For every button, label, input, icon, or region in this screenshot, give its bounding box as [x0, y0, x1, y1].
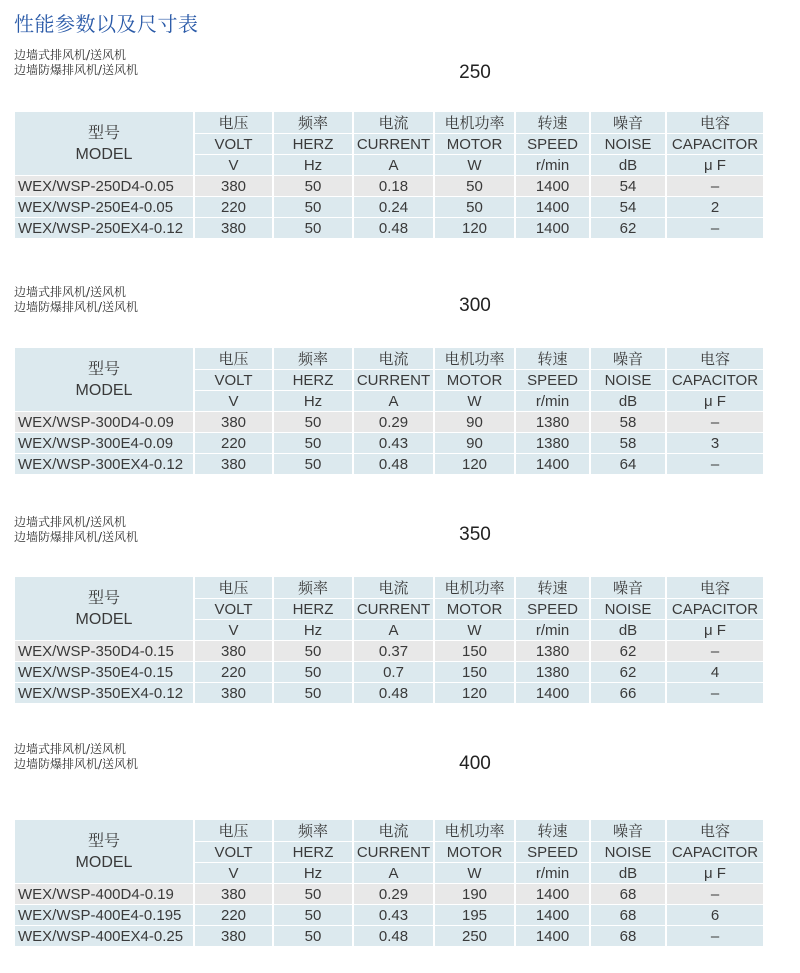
header-row-cn — [15, 112, 763, 133]
header-speed-en: SPEED — [516, 842, 589, 862]
section-desc-line1: 边墙式排风机/送风机 — [14, 515, 127, 529]
table-row — [15, 662, 763, 682]
noise-cell: 68 — [591, 905, 665, 925]
motor-cell: 50 — [435, 197, 514, 217]
header-speed-en: SPEED — [516, 599, 589, 619]
capacitor-cell: 3 — [667, 433, 763, 453]
herz-cell: 50 — [274, 454, 352, 474]
capacitor-cell: – — [667, 412, 763, 432]
header-capacitor-cn: 电容 — [667, 820, 763, 841]
header-motor-cn: 电机功率 — [435, 348, 514, 369]
speed-cell: 1400 — [516, 454, 589, 474]
header-volt-unit: V — [195, 155, 272, 175]
header-noise-en: NOISE — [591, 370, 665, 390]
header-current-en: CURRENT — [354, 134, 433, 154]
capacitor-cell: – — [667, 218, 763, 238]
header-volt-unit: V — [195, 620, 272, 640]
noise-cell: 62 — [591, 641, 665, 661]
speed-cell: 1380 — [516, 662, 589, 682]
header-current-unit: A — [354, 863, 433, 883]
current-cell: 0.48 — [354, 683, 433, 703]
section-desc-line2: 边墙防爆排风机/送风机 — [14, 63, 139, 77]
motor-cell: 195 — [435, 905, 514, 925]
table-row — [15, 905, 763, 925]
model-header-en: MODEL — [75, 145, 133, 163]
herz-cell: 50 — [274, 662, 352, 682]
header-speed-en: SPEED — [516, 370, 589, 390]
speed-cell: 1400 — [516, 905, 589, 925]
header-capacitor-en: CAPACITOR — [667, 599, 763, 619]
header-speed-unit: r/min — [516, 863, 589, 883]
header-herz-en: HERZ — [274, 370, 352, 390]
herz-cell: 50 — [274, 641, 352, 661]
header-volt-cn: 电压 — [195, 112, 272, 133]
page-title: 性能参数以及尺寸表 — [14, 12, 199, 36]
herz-cell: 50 — [274, 905, 352, 925]
section-size: 250 — [459, 62, 491, 83]
model-cell: WEX/WSP-250E4-0.05 — [15, 197, 193, 217]
section-desc-line1: 边墙式排风机/送风机 — [14, 285, 127, 299]
table-row — [15, 197, 763, 217]
table-row — [15, 454, 763, 474]
header-motor-unit: W — [435, 391, 514, 411]
header-herz-en: HERZ — [274, 134, 352, 154]
current-cell: 0.24 — [354, 197, 433, 217]
header-herz-en: HERZ — [274, 842, 352, 862]
speed-cell: 1380 — [516, 412, 589, 432]
table-row — [15, 412, 763, 432]
model-header — [15, 348, 193, 411]
herz-cell: 50 — [274, 926, 352, 946]
volt-cell: 220 — [195, 433, 272, 453]
section-size: 400 — [459, 753, 491, 774]
herz-cell: 50 — [274, 412, 352, 432]
table-row — [15, 926, 763, 946]
header-motor-en: MOTOR — [435, 134, 514, 154]
header-speed-cn: 转速 — [516, 577, 589, 598]
header-noise-cn: 噪音 — [591, 348, 665, 369]
motor-cell: 150 — [435, 662, 514, 682]
header-current-en: CURRENT — [354, 370, 433, 390]
header-row-cn — [15, 820, 763, 841]
header-row-cn — [15, 577, 763, 598]
noise-cell: 66 — [591, 683, 665, 703]
header-volt-cn: 电压 — [195, 348, 272, 369]
model-cell: WEX/WSP-250D4-0.05 — [15, 176, 193, 196]
current-cell: 0.37 — [354, 641, 433, 661]
header-motor-cn: 电机功率 — [435, 820, 514, 841]
herz-cell: 50 — [274, 433, 352, 453]
motor-cell: 120 — [435, 683, 514, 703]
noise-cell: 58 — [591, 433, 665, 453]
header-motor-unit: W — [435, 863, 514, 883]
header-noise-en: NOISE — [591, 599, 665, 619]
header-volt-en: VOLT — [195, 134, 272, 154]
model-cell: WEX/WSP-300E4-0.09 — [15, 433, 193, 453]
section-desc-line2: 边墙防爆排风机/送风机 — [14, 300, 139, 314]
header-noise-unit: dB — [591, 863, 665, 883]
volt-cell: 380 — [195, 176, 272, 196]
header-noise-en: NOISE — [591, 134, 665, 154]
volt-cell: 380 — [195, 683, 272, 703]
model-cell: WEX/WSP-350E4-0.15 — [15, 662, 193, 682]
model-cell: WEX/WSP-400EX4-0.25 — [15, 926, 193, 946]
header-herz-cn: 频率 — [274, 577, 352, 598]
header-herz-cn: 频率 — [274, 348, 352, 369]
motor-cell: 120 — [435, 218, 514, 238]
header-capacitor-cn: 电容 — [667, 348, 763, 369]
motor-cell: 90 — [435, 412, 514, 432]
table-row — [15, 218, 763, 238]
header-speed-unit: r/min — [516, 391, 589, 411]
section-description — [14, 742, 138, 772]
section-size: 300 — [459, 295, 491, 316]
noise-cell: 54 — [591, 197, 665, 217]
header-motor-en: MOTOR — [435, 370, 514, 390]
header-volt-en: VOLT — [195, 370, 272, 390]
header-current-unit: A — [354, 620, 433, 640]
capacitor-cell: – — [667, 683, 763, 703]
capacitor-cell: – — [667, 454, 763, 474]
header-capacitor-cn: 电容 — [667, 112, 763, 133]
volt-cell: 380 — [195, 641, 272, 661]
current-cell: 0.29 — [354, 412, 433, 432]
table-row — [15, 641, 763, 661]
header-herz-cn: 频率 — [274, 112, 352, 133]
header-current-cn: 电流 — [354, 577, 433, 598]
current-cell: 0.48 — [354, 218, 433, 238]
header-speed-unit: r/min — [516, 155, 589, 175]
header-current-en: CURRENT — [354, 599, 433, 619]
header-noise-unit: dB — [591, 620, 665, 640]
herz-cell: 50 — [274, 218, 352, 238]
model-header-en: MODEL — [75, 853, 133, 871]
capacitor-cell: – — [667, 641, 763, 661]
header-row-cn — [15, 348, 763, 369]
model-header-cn: 型号 — [87, 360, 120, 378]
header-noise-unit: dB — [591, 155, 665, 175]
header-current-cn: 电流 — [354, 348, 433, 369]
motor-cell: 150 — [435, 641, 514, 661]
header-motor-unit: W — [435, 155, 514, 175]
header-motor-en: MOTOR — [435, 842, 514, 862]
header-volt-unit: V — [195, 863, 272, 883]
model-header — [15, 112, 193, 175]
capacitor-cell: 2 — [667, 197, 763, 217]
header-motor-unit: W — [435, 620, 514, 640]
capacitor-cell: – — [667, 926, 763, 946]
current-cell: 0.43 — [354, 433, 433, 453]
volt-cell: 380 — [195, 454, 272, 474]
header-speed-cn: 转速 — [516, 820, 589, 841]
noise-cell: 62 — [591, 218, 665, 238]
herz-cell: 50 — [274, 176, 352, 196]
motor-cell: 50 — [435, 176, 514, 196]
header-speed-en: SPEED — [516, 134, 589, 154]
header-speed-cn: 转速 — [516, 348, 589, 369]
volt-cell: 380 — [195, 884, 272, 904]
model-cell: WEX/WSP-250EX4-0.12 — [15, 218, 193, 238]
volt-cell: 220 — [195, 905, 272, 925]
header-volt-unit: V — [195, 391, 272, 411]
capacitor-cell: 6 — [667, 905, 763, 925]
table-row — [15, 176, 763, 196]
noise-cell: 64 — [591, 454, 665, 474]
header-motor-cn: 电机功率 — [435, 577, 514, 598]
section-size: 350 — [459, 524, 491, 545]
header-capacitor-unit: μ F — [667, 155, 763, 175]
current-cell: 0.29 — [354, 884, 433, 904]
herz-cell: 50 — [274, 197, 352, 217]
speed-cell: 1400 — [516, 683, 589, 703]
capacitor-cell: – — [667, 884, 763, 904]
model-header-en: MODEL — [75, 610, 133, 628]
header-capacitor-en: CAPACITOR — [667, 134, 763, 154]
noise-cell: 62 — [591, 662, 665, 682]
spec-table — [13, 819, 765, 947]
section-description — [14, 48, 138, 78]
section-description — [14, 515, 138, 545]
speed-cell: 1400 — [516, 218, 589, 238]
header-speed-cn: 转速 — [516, 112, 589, 133]
model-header-cn: 型号 — [87, 832, 120, 850]
header-capacitor-unit: μ F — [667, 620, 763, 640]
header-volt-en: VOLT — [195, 599, 272, 619]
header-capacitor-unit: μ F — [667, 863, 763, 883]
header-noise-en: NOISE — [591, 842, 665, 862]
motor-cell: 90 — [435, 433, 514, 453]
section-desc-line1: 边墙式排风机/送风机 — [14, 48, 127, 62]
header-capacitor-en: CAPACITOR — [667, 370, 763, 390]
spec-table — [13, 111, 765, 239]
noise-cell: 68 — [591, 926, 665, 946]
header-current-unit: A — [354, 155, 433, 175]
header-noise-unit: dB — [591, 391, 665, 411]
header-motor-cn: 电机功率 — [435, 112, 514, 133]
header-current-en: CURRENT — [354, 842, 433, 862]
header-noise-cn: 噪音 — [591, 820, 665, 841]
motor-cell: 250 — [435, 926, 514, 946]
motor-cell: 190 — [435, 884, 514, 904]
header-volt-cn: 电压 — [195, 820, 272, 841]
volt-cell: 380 — [195, 412, 272, 432]
volt-cell: 220 — [195, 662, 272, 682]
speed-cell: 1400 — [516, 197, 589, 217]
section-desc-line2: 边墙防爆排风机/送风机 — [14, 530, 139, 544]
herz-cell: 50 — [274, 683, 352, 703]
noise-cell: 68 — [591, 884, 665, 904]
current-cell: 0.48 — [354, 454, 433, 474]
header-motor-en: MOTOR — [435, 599, 514, 619]
model-header-cn: 型号 — [87, 124, 120, 142]
current-cell: 0.48 — [354, 926, 433, 946]
header-herz-cn: 频率 — [274, 820, 352, 841]
model-cell: WEX/WSP-300D4-0.09 — [15, 412, 193, 432]
volt-cell: 220 — [195, 197, 272, 217]
model-cell: WEX/WSP-350EX4-0.12 — [15, 683, 193, 703]
noise-cell: 54 — [591, 176, 665, 196]
speed-cell: 1380 — [516, 641, 589, 661]
header-volt-cn: 电压 — [195, 577, 272, 598]
motor-cell: 120 — [435, 454, 514, 474]
spec-table — [13, 576, 765, 704]
model-cell: WEX/WSP-350D4-0.15 — [15, 641, 193, 661]
speed-cell: 1400 — [516, 884, 589, 904]
current-cell: 0.18 — [354, 176, 433, 196]
header-herz-unit: Hz — [274, 863, 352, 883]
header-herz-en: HERZ — [274, 599, 352, 619]
model-header-en: MODEL — [75, 381, 133, 399]
table-row — [15, 884, 763, 904]
model-header — [15, 820, 193, 883]
noise-cell: 58 — [591, 412, 665, 432]
volt-cell: 380 — [195, 926, 272, 946]
speed-cell: 1400 — [516, 176, 589, 196]
current-cell: 0.7 — [354, 662, 433, 682]
header-current-cn: 电流 — [354, 112, 433, 133]
section-desc-line2: 边墙防爆排风机/送风机 — [14, 757, 139, 771]
current-cell: 0.43 — [354, 905, 433, 925]
herz-cell: 50 — [274, 884, 352, 904]
header-herz-unit: Hz — [274, 155, 352, 175]
table-row — [15, 433, 763, 453]
model-cell: WEX/WSP-400E4-0.195 — [15, 905, 193, 925]
speed-cell: 1380 — [516, 433, 589, 453]
model-header — [15, 577, 193, 640]
table-row — [15, 683, 763, 703]
header-noise-cn: 噪音 — [591, 112, 665, 133]
header-volt-en: VOLT — [195, 842, 272, 862]
header-speed-unit: r/min — [516, 620, 589, 640]
capacitor-cell: 4 — [667, 662, 763, 682]
volt-cell: 380 — [195, 218, 272, 238]
header-noise-cn: 噪音 — [591, 577, 665, 598]
model-cell: WEX/WSP-300EX4-0.12 — [15, 454, 193, 474]
header-current-cn: 电流 — [354, 820, 433, 841]
model-header-cn: 型号 — [87, 589, 120, 607]
header-herz-unit: Hz — [274, 391, 352, 411]
header-herz-unit: Hz — [274, 620, 352, 640]
section-description — [14, 285, 138, 315]
model-cell: WEX/WSP-400D4-0.19 — [15, 884, 193, 904]
speed-cell: 1400 — [516, 926, 589, 946]
capacitor-cell: – — [667, 176, 763, 196]
section-desc-line1: 边墙式排风机/送风机 — [14, 742, 127, 756]
header-capacitor-unit: μ F — [667, 391, 763, 411]
header-capacitor-cn: 电容 — [667, 577, 763, 598]
header-current-unit: A — [354, 391, 433, 411]
spec-table — [13, 347, 765, 475]
header-capacitor-en: CAPACITOR — [667, 842, 763, 862]
